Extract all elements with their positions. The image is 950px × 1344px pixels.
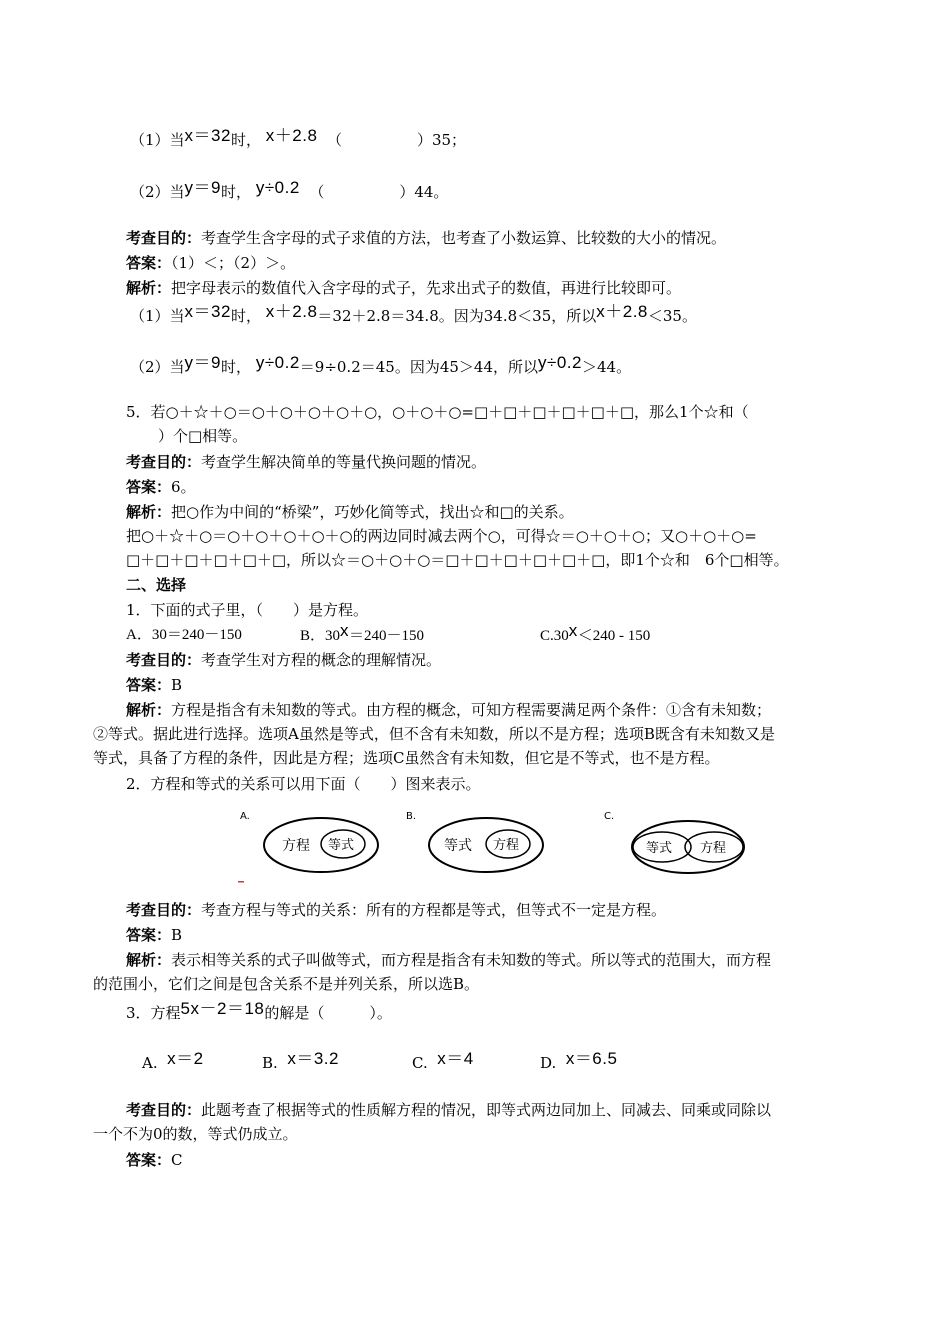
c3-purpose-2: 一个不为0的数，等式仍成立。	[93, 1125, 298, 1143]
c2-purpose: 考查目的：考查方程与等式的关系：所有的方程都是等式，但等式不一定是方程。	[126, 901, 667, 919]
math-expr: 5x－2＝18	[180, 999, 265, 1018]
diagram-a	[240, 811, 378, 872]
c1-option-a: A．30＝240－150	[126, 627, 242, 643]
c1-analysis-2: ②等式。据此进行选择。选项A虽然是等式，但不含有未知数，所以不是方程；选项B既含有未知数又是	[93, 725, 775, 743]
c3-purpose-1: 考查目的：此题考查了根据等式的性质解方程的情况，即等式两边同加上、同减去、同乘或同除以	[126, 1101, 772, 1119]
diagram-c-letter: C.	[604, 811, 615, 822]
q5-stem-1: 5．若○＋☆＋○＝○＋○＋○＋○＋○，○＋○＋○=□＋□＋□＋□＋□＋□，那么1个☆和（	[126, 403, 749, 421]
c3-option-d: D. x＝6.5	[540, 1049, 618, 1072]
c1-answer: 答案：B	[126, 676, 183, 694]
red-mark	[238, 881, 244, 883]
math-expr: x＋2.8	[265, 126, 318, 145]
section-title: 二、选择	[126, 576, 187, 594]
q4-solution-2: （2）当y＝9时， y÷0.2＝9÷0.2＝45。因为45＞44，所以y÷0.2＞44。	[130, 353, 632, 376]
q4-answer: 答案：（1）＜；（2）＞。	[126, 254, 296, 272]
c3-stem: 3．方程5x－2＝18的解是（ ）。	[126, 999, 392, 1022]
c3-answer: 答案：C	[126, 1151, 183, 1169]
q5-stem-2: ）个□相等。	[158, 427, 248, 445]
math-expr: x＝32	[184, 126, 231, 145]
c3-option-b: B. x＝3.2	[262, 1049, 339, 1072]
q4-solution-1: （1）当x＝32时， x＋2.8＝32＋2.8＝34.8。因为34.8＜35，所以x＋2.8＜35。	[130, 302, 697, 325]
c3-option-c: C. x＝4	[412, 1049, 474, 1072]
diagram-c-right-label: 方程	[700, 841, 727, 856]
c2-stem: 2．方程和等式的关系可以用下面（ ）图来表示。	[126, 775, 481, 793]
c2-analysis-1: 解析：表示相等关系的式子叫做等式，而方程是指含有未知数的等式。所以等式的范围大，而方程	[126, 951, 772, 969]
diagram-c-left-label: 等式	[646, 841, 673, 856]
diagram-a-letter: A.	[240, 811, 250, 822]
c1-analysis-3: 等式，具备了方程的条件，因此是方程；选项C虽然含有未知数，但它是不等式，也不是方程。	[93, 749, 720, 767]
q5-analysis: 解析：把○作为中间的“桥梁”，巧妙化简等式，找出☆和□的关系。	[126, 503, 574, 521]
q5-purpose: 考查目的：考查学生解决简单的等量代换问题的情况。	[126, 453, 487, 471]
c1-purpose: 考查目的：考查学生对方程的概念的理解情况。	[126, 651, 442, 669]
diagram-b-outer-label: 等式	[444, 838, 472, 854]
math-expr: y÷0.2	[255, 178, 300, 197]
c1-option-b: B．30x＝240－150	[300, 621, 425, 644]
diagram-b-letter: B.	[406, 811, 417, 822]
c2-analysis-2: 的范围小，它们之间是包含关系不是并列关系，所以选B。	[93, 975, 480, 993]
c1-stem: 1．下面的式子里，（ ）是方程。	[126, 601, 369, 619]
math-expr: y＝9	[184, 178, 222, 197]
c1-option-c: C.30x＜240 - 150	[540, 621, 651, 644]
diagram-a-outer-label: 方程	[282, 838, 310, 854]
q4-sub1: （1）当x＝32时， x＋2.8 （ ）35；	[130, 126, 467, 149]
q4-sub2: （2）当y＝9时， y÷0.2 （ ）44。	[130, 178, 449, 201]
q5-detail-2: □＋□＋□＋□＋□＋□，所以☆＝○＋○＋○＝□＋□＋□＋□＋□＋□，即1个☆和 6个□相等。	[126, 551, 789, 569]
q4-analysis: 解析：把字母表示的数值代入含字母的式子，先求出式子的数值，再进行比较即可。	[126, 279, 682, 297]
venn-diagrams	[236, 805, 756, 885]
diagram-b-inner-label: 方程	[493, 838, 520, 853]
q5-answer: 答案：6。	[126, 478, 196, 496]
q5-detail-1: 把○＋☆＋○＝○＋○＋○＋○＋○的两边同时减去两个○，可得☆＝○＋○＋○；又○＋○＋○=	[126, 527, 757, 545]
diagram-c	[604, 811, 744, 873]
diagram-b	[406, 811, 543, 872]
c3-option-a: A. x＝2	[142, 1049, 204, 1072]
q4-purpose: 考查目的：考查学生含字母的式子求值的方法，也考查了小数运算、比较数的大小的情况。	[126, 229, 727, 247]
diagram-a-inner-label: 等式	[328, 838, 355, 853]
c2-answer: 答案：B	[126, 926, 183, 944]
c1-analysis-1: 解析：方程是指含有未知数的等式。由方程的概念，可知方程需要满足两个条件：①含有未知数；	[126, 701, 772, 719]
